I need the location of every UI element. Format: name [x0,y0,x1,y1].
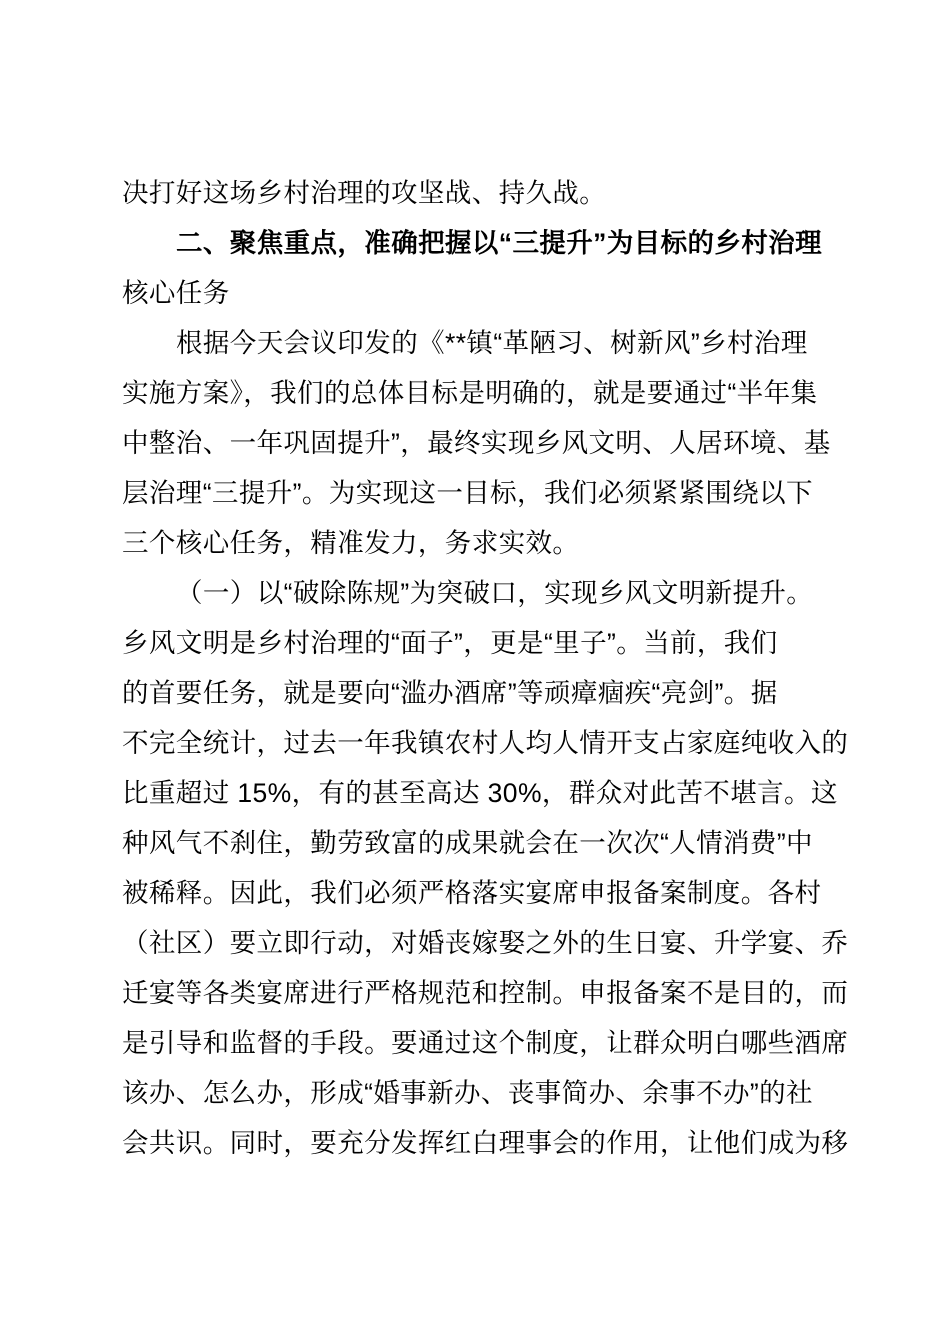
text-line-9: （一）以“破除陈规”为突破口，实现乡风文明新提升。 [176,578,814,608]
text-line-4: 根据今天会议印发的《**镇“革陋习、树新风”乡村治理 [176,328,808,358]
text-line-10: 乡风文明是乡村治理的“面子”，更是“里子”。当前，我们 [122,628,778,658]
text-line-11: 的首要任务，就是要向“滥办酒席”等顽瘴痼疾“亮剑”。据 [122,678,778,708]
text-line-5: 实施方案》，我们的总体目标是明确的，就是要通过“半年集 [122,378,818,408]
document-text-block [122,168,854,1168]
text-line-18: 是引导和监督的手段。要通过这个制度，让群众明白哪些酒席 [122,1028,849,1058]
text-line-14: 种风气不刹住，勤劳致富的成果就会在一次次“人情消费”中 [122,828,813,858]
text-line-6: 中整治、一年巩固提升”，最终实现乡风文明、人居环境、基 [122,428,831,458]
text-line-2: 二、聚焦重点，准确把握以“三提升”为目标的乡村治理 [176,228,822,258]
text-line-8: 三个核心任务，精准发力，务求实效。 [122,528,580,558]
text-line-16: （社区）要立即行动，对婚丧嫁娶之外的生日宴、升学宴、乔 [122,928,849,958]
text-line-13: 比重超过 15%，有的甚至高达 30%，群众对此苦不堪言。这 [122,778,838,808]
text-line-19: 该办、怎么办，形成“婚事新办、丧事简办、余事不办”的社 [122,1078,813,1108]
text-line-17: 迁宴等各类宴席进行严格规范和控制。申报备案不是目的，而 [122,978,849,1008]
text-line-7: 层治理“三提升”。为实现这一目标，我们必须紧紧围绕以下 [122,478,813,508]
text-line-1: 决打好这场乡村治理的攻坚战、持久战。 [122,178,607,208]
text-line-15: 被稀释。因此，我们必须严格落实宴席申报备案制度。各村 [122,878,822,908]
text-line-20: 会共识。同时，要充分发挥红白理事会的作用，让他们成为移 [122,1128,849,1158]
text-line-12: 不完全统计，过去一年我镇农村人均人情开支占家庭纯收入的 [122,728,849,758]
text-line-3: 核心任务 [122,278,230,308]
